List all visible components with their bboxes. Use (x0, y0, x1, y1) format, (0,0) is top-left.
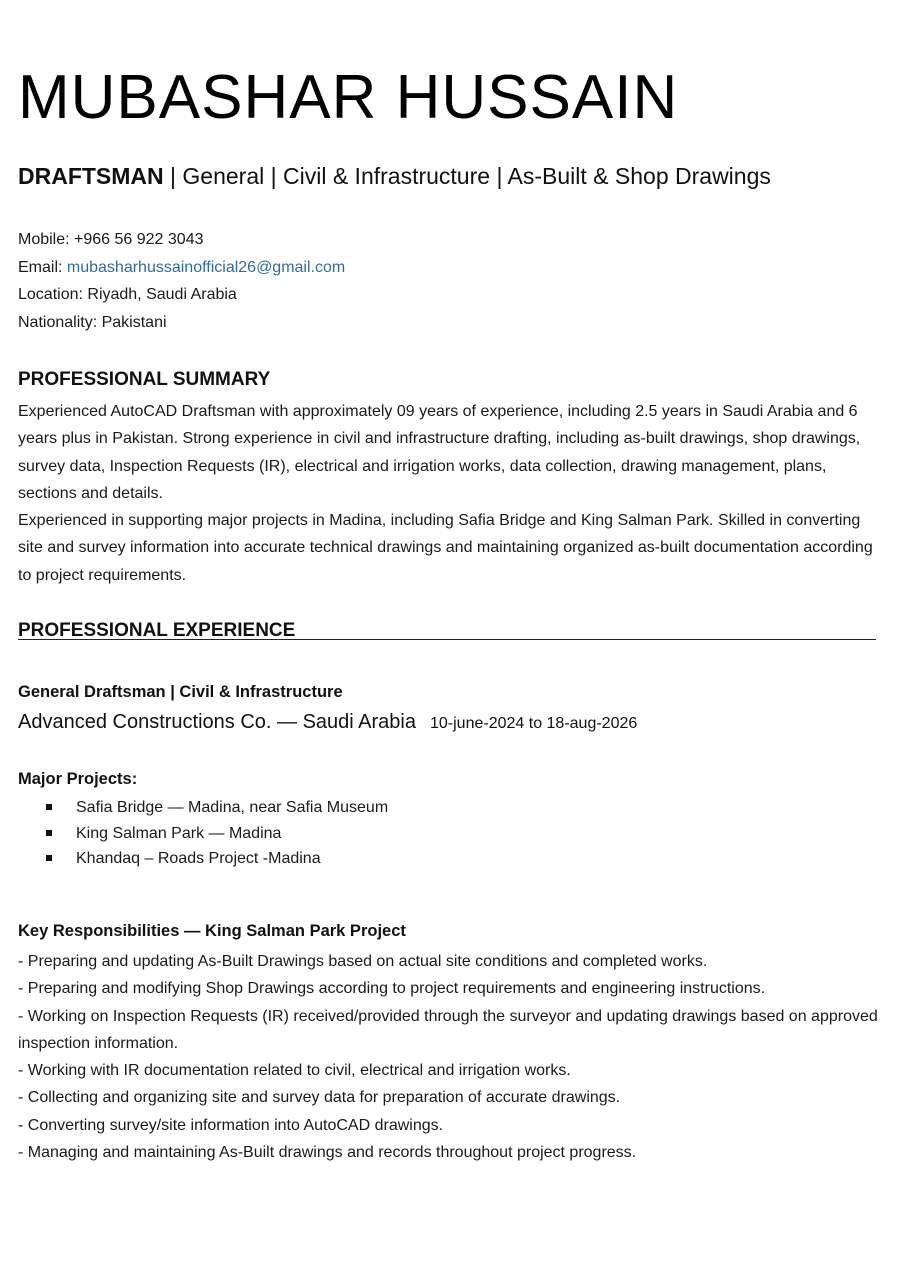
contact-block (18, 226, 345, 336)
project-name: Safia Bridge — Madina, near Safia Museum (76, 799, 389, 816)
experience-heading: PROFESSIONAL EXPERIENCE (18, 620, 296, 641)
email-link[interactable]: mubasharhussainofficial26@gmail.com (66, 258, 346, 276)
summary-paragraph-1: Experienced AutoCAD Draftsman with approximately 09 years of experience, including 2.5 years in Saudi Arabia and 6 years plus in Pakistan. Strong experience in civil and infrastructure drafting, including as-built drawings, shop drawings, survey data, Inspection Requests (IR), electrical and irrigation works, data collection, drawing management, plans, sections and details. (18, 403, 861, 502)
summary-text (18, 398, 886, 589)
bullet-icon (46, 830, 52, 836)
project-name: Khandaq – Roads Project -Madina (76, 850, 321, 867)
job-employer-line (18, 711, 637, 734)
nationality-value: Pakistani (101, 313, 167, 331)
contact-nationality (18, 309, 345, 337)
list-item (46, 821, 388, 847)
job-title: General Draftsman | Civil & Infrastructure (18, 683, 343, 701)
list-item (46, 846, 388, 872)
contact-mobile (18, 226, 345, 254)
responsibilities-list (18, 948, 878, 1166)
company-name: Advanced Constructions Co. — Saudi Arabia (18, 711, 416, 733)
experience-divider (18, 639, 876, 640)
project-name: King Salman Park — Madina (76, 824, 282, 842)
summary-paragraph-2: Experienced in supporting major projects in Madina, including Safia Bridge and King Salman Park. Skilled in converting site and survey information into accurate technical drawings and maintaining organized as-built documentation according to project requirements. (18, 512, 873, 584)
responsibility-item: - Managing and maintaining As-Built drawings and records throughout project progress. (18, 1144, 637, 1162)
employment-dates: 10-june-2024 to 18-aug-2026 (430, 715, 638, 732)
location-value: Riyadh, Saudi Arabia (87, 286, 237, 303)
responsibility-item: - Preparing and modifying Shop Drawings according to project requirements and engineering instructions. (18, 980, 766, 998)
mobile-number: +966 56 922 3043 (74, 231, 204, 248)
responsibility-item: - Working with IR documentation related to civil, electrical and irrigation works. (18, 1062, 571, 1080)
projects-heading: Major Projects: (18, 770, 138, 788)
list-item (46, 795, 388, 821)
responsibility-item: - Converting survey/site information into AutoCAD drawings. (18, 1116, 444, 1134)
responsibility-item: - Preparing and updating As-Built Drawings based on actual site conditions and completed works. (18, 953, 708, 970)
responsibility-item: - Working on Inspection Requests (IR) received/provided through the surveyor and updating drawings based on approved inspection information. (18, 1007, 878, 1052)
role-title: DRAFTSMAN (18, 163, 164, 189)
nationality-label: Nationality: (18, 313, 102, 331)
summary-heading: PROFESSIONAL SUMMARY (18, 369, 271, 390)
responsibilities-heading: Key Responsibilities — King Salman Park Project (18, 922, 406, 940)
contact-location (18, 281, 345, 309)
mobile-label: Mobile: (18, 231, 75, 248)
projects-list (46, 795, 388, 872)
contact-email (18, 254, 345, 282)
bullet-icon (46, 804, 52, 810)
email-label: Email: (18, 258, 67, 276)
location-label: Location: (18, 286, 88, 303)
bullet-icon (46, 855, 52, 861)
role-specialties: | General | Civil & Infrastructure | As-Built & Shop Drawings (163, 163, 771, 189)
responsibility-item: - Collecting and organizing site and survey data for preparation of accurate drawings. (18, 1089, 621, 1107)
professional-tagline (18, 163, 771, 190)
candidate-name: MUBASHAR HUSSAIN (18, 63, 679, 132)
